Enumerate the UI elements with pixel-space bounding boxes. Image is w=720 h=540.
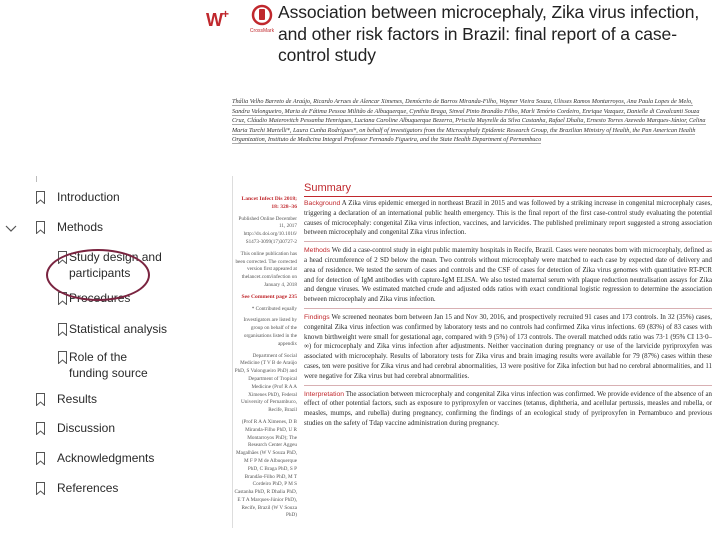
sidebar-item-label: Discussion [57,421,116,435]
interpretation-text: The association between microcephaly and congenital Zika virus infection was confirmed. We provide evidence of the absence of an effect of other potential factors, such as exposure to pyriproxyfen or vaccines (tetanus, diphtheria, and acellular pertussis, measles and rubella, or measles, mumps, and rubella) during pregnancy, confirming the findings of an ecological study of pyriproxyfen in Pernambuco and previous studies on the safety of Tdap vaccine administration during pregnancy. [304,390,712,427]
background-text: A Zika virus epidemic emerged in northeast Brazil in 2015 and was followed by a striking increase in congenital microcephaly cases, triggering a declaration of an international public health emergency. This is the final report of the first case-control study evaluating the potential causes of microcephaly: congenital Zika virus infection, vaccines, and larvicides. The published preliminary report suggested a strong association between microcephaly and congenital Zika virus infection. [304,200,712,237]
sidebar-item-label: Statistical analysis [69,322,168,336]
findings-text: We screened neonates born between Jan 15 and Nov 30, 2016, and prospectively recruited 91 cases and 173 controls. In 32 (35%) cases, congenital Zika virus infection was confirmed by laboratory tests and no controls had confirmed Zika virus infections. 69 (83%) of 83 cases with known birthweight were small for gestational age, compared with 9 (5%) of 173 controls. The overall matched odds ratio was 73·1 (95% CI 13·0–∞) for microcephaly and Zika virus infection after adjustments. Neither vaccination during pregnancy or use of the larvicide pyriproxyfen was associated with microcephaly. Results of laboratory tests for Zika virus and brain imaging results were available for 79 (87%) cases within these cases, ten were positive for Zika virus and had cerebral abnormalities, 13 were positive for Zika infection but had no cerebral abnormalities, and 11 were negative for Zika virus but had cerebral abnormalities. [304,313,712,380]
findings-section [304,313,712,382]
article-info-column [233,196,297,524]
author-names: Thália Velho Barreto de Araújo, Ricardo Arraes de Alencar Ximenes, Demócrito de Barros Miranda-Filho, Wayner Vieira Souza, Ulisses Ramos Montarroyos, Ana Paula Lopes de Melo, Sandra Valongueiro, Maria de Fátima Pessoa Militão de Albuquerque, Cynthia Braga, Sinval Pinto Brandão Filho, Marli Tenório Cordeiro, Enrique Vazquez, Danielle di Cavalcanti Souza Cruz, Cláudio Maierovitch Pessanha Henriques, Luciana Caroline Albuquerque Bezerra, Priscila Mayrelle da Silva Castanha, Rafael Dhalia, Ernesto Torres Azevedo Marques-Júnior, Celina Maria Turchi Martelli*, Laura Cunha Rodrigues*, on behalf of investigators from the Microcephaly Epidemic Research Group, the Brazilian Ministry of Health, the Pan American Health Organization, Instituto de Medicina Integral Professor Fernando Figueira, and the State Health Department of Pernambuco [232,98,706,144]
crossmark-icon[interactable] [250,4,274,46]
sidebar-item-label: Procedures [69,291,131,305]
bookmark-icon [36,482,45,495]
article-title: Association between microcephaly, Zika virus infection, and other risk factors in Brazil: final report of a case-control study [278,2,700,65]
sidebar-item-label: Methods [57,220,104,234]
investigators-note: Investigators are listed by group on behalf of the organisations listed in the appendix [243,317,297,347]
abstract-summary [304,182,712,429]
svg-text:+: + [222,7,230,21]
section-divider [304,385,712,386]
sidebar-item-label: Acknowledgments [57,451,155,465]
sidebar-item-label: Study design and participants [69,250,162,280]
svg-text:W: W [206,10,223,30]
interpretation-label: Interpretation [304,390,345,398]
affiliation-2: (Prof R A A Ximenes, D B Miranda-Filho PhD, U R Montarroyos PhD); The Research Center Aggeu Magalhães (W V Souza PhD, M F P M de Albuquerque PhD, C Braga PhD, S P Brandão-Filho PhD, M T Cordeiro PhD, P M S Castanha PhD, R Dhalia PhD, E T A Marques-Júnior PhD), Recife, Brazil (W V Souza PhD) [234,418,297,519]
sidebar-item-references[interactable] [36,480,118,496]
bookmark-icon [36,393,45,406]
sidebar-item-statistical-analysis[interactable] [58,321,167,337]
crossmark-label: CrossMark [250,28,274,34]
bookmark-icon [36,452,45,465]
scroll-tick [36,176,37,182]
sidebar-item-role-funding[interactable] [58,349,158,381]
findings-label: Findings [304,313,330,321]
journal-citation: Lancet Infect Dis 2018; 18: 328–36 [241,196,297,210]
sidebar-item-procedures[interactable] [58,290,130,306]
sidebar-item-methods[interactable] [36,219,103,235]
sidebar-item-discussion[interactable] [36,420,115,436]
sidebar-item-results[interactable] [36,391,97,407]
journal-logos [206,4,274,46]
methods-section [304,246,712,305]
sidebar-item-label: Role of the funding source [69,350,148,380]
background-label: Background [304,200,341,207]
methods-text: We did a case-control study in eight public maternity hospitals in Recife, Brazil. Cases were neonates born with microcephaly, defined as a head circumference of 2 SD below the mean. Two controls without microcephaly were matched to each case by expected date of delivery and area of residence. We tested the serum of cases and controls and the CSF of cases for detection of Zika virus genomes with quantitative RT-PCR and for detection of IgM antibodies with capture-IgM ELISA. We also tested maternal serum with plaque reduction neutralisation assays for Zika and dengue viruses. We estimated matched crude and adjusted odds ratios with exact conditional logistic regression to determine the association between microcephaly and Zika virus infection. [304,247,712,304]
sidebar-item-label: References [57,481,119,495]
bookmark-icon [36,191,45,204]
correction-note: This online publication has been corrected. The corrected version first appeared at thelancet.com/infection on January 4, 2018 [235,250,297,288]
bookmark-icon [58,351,67,364]
sidebar-item-label: Introduction [57,190,120,204]
sidebar-item-acknowledgments[interactable] [36,450,154,466]
section-divider [304,241,712,242]
bookmark-icon [36,221,45,234]
background-section [304,199,712,238]
author-list [232,97,710,145]
bookmark-icon [36,422,45,435]
methods-label: Methods [304,247,331,255]
contributed-note: * Contributed equally [251,305,297,312]
chevron-down-icon[interactable] [4,223,18,235]
interpretation-section [304,390,712,429]
affiliation-1: Department of Social Medicine (T V B de Araújo PhD, S Valongueiro PhD) and Department of Tropical Medicine (Prof R A A Ximenes PhD), Federal University of Pernambuco, Recife, Brazil [234,352,297,414]
sidebar-item-introduction[interactable] [36,189,120,205]
sidebar-item-label: Results [57,392,98,406]
summary-heading: Summary [304,182,712,197]
bookmark-icon [58,323,67,336]
bookmark-icon [58,292,67,305]
section-divider [304,308,712,309]
publication-date: Published Online December 11, 2017 http://dx.doi.org/10.1016/ S1473-3099(17)30727-2 [238,215,297,245]
bookmark-icon [58,251,67,264]
sidebar-item-study-design[interactable] [58,249,168,281]
see-comment-link[interactable]: See Comment page 235 [241,293,297,300]
outline-sidebar [0,176,232,540]
